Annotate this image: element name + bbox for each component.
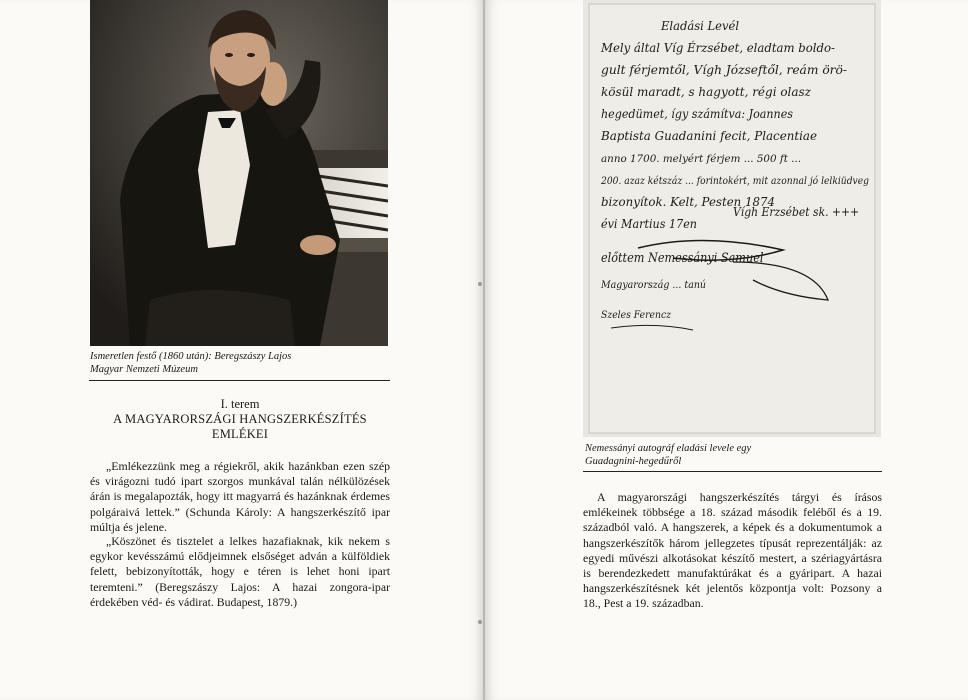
handwriting-line: gult férjemtől, Vígh Józseftől, reám örö-	[601, 63, 847, 77]
handwriting-line: Mely által Víg Érzsébet, eladtam boldo-	[601, 41, 842, 55]
room-heading	[90, 397, 390, 442]
portrait-caption-line2: Magyar Nemzeti Múzeum	[90, 364, 198, 375]
portrait-painting	[90, 0, 388, 346]
room-title-line2: EMLÉKEI	[211, 427, 269, 441]
binding-hole	[478, 620, 482, 624]
handwriting-line: Vígh Erzsébet sk. +++	[733, 205, 859, 219]
quote-schunda: „Emlékezzünk meg a régiekről, akik hazánkban ezen szép és virágozni tudó ipart szorgos munkával talán nélkülözések árán is megalapozták, hogy itt magyarrá és hazánknak érdemes polgáraivá lettek.” (Schunda Károly: A hangszerkészítő ipar múltja és jelene.	[90, 459, 390, 534]
room-title-line1: A MAGYARORSZÁGI HANGSZERKÉSZÍTÉS	[113, 412, 367, 426]
handwriting-line: kösül maradt, s hagyott, régi olasz	[601, 85, 812, 99]
handwriting-line: Baptista Guadanini fecit, Placentiae	[600, 129, 817, 143]
letter-caption	[585, 442, 875, 468]
letter-illustration	[583, 0, 881, 437]
handwriting-line: Eladási Levél	[660, 19, 740, 33]
handwriting-line: hegedümet, így számítva: Joannes	[601, 107, 793, 121]
divider-rule	[583, 471, 882, 472]
letter-caption-line2: Guadagnini-hegedűről	[585, 456, 682, 467]
handwriting-line: Szeles Ferencz	[601, 310, 672, 321]
room-number: I. terem	[220, 397, 260, 411]
handwriting-line: bizonyítok. Kelt, Pesten 1874	[601, 195, 775, 209]
portrait-caption-line1: Ismeretlen festő (1860 után): Beregszászy Lajos	[90, 351, 292, 362]
handwriting-line: Magyarország ... tanú	[600, 280, 706, 291]
quote-beregszaszy: „Köszönet és tisztelet a lelkes hazafiaknak, kik nekem s egykor kevésszámú elődjeimnek elsőséget adván a külföldiek felett, bebizonyították, hogy e téren is lehet honi ipart teremteni.” (Beregszászy Lajos: A hazai zongora-ipar érdekében véd- és vádirat. Budapest, 1879.)	[90, 534, 390, 609]
portrait-caption	[90, 350, 390, 376]
handwriting-line: anno 1700. melyért férjem ... 500 ft ...	[601, 154, 801, 165]
binding-hole	[478, 282, 482, 286]
handwriting-line: évi Martius 17en	[601, 217, 697, 231]
divider-rule	[89, 380, 390, 381]
letter-caption-line1: Nemessányi autográf eladási levele egy	[585, 443, 752, 454]
portrait-illustration	[90, 0, 388, 346]
handwriting-line: előttem Nemessányi Samuel	[601, 251, 764, 266]
intro-paragraph: A magyarországi hangszerkészítés tárgyi és írásos emlékeinek többsége a 18. század második feléből és a 19. századból való. A hangszerek, a képek és a dokumentumok a hangszerkészítők három jellegzetes típusát reprezentálják: az egyedi művészi alkotásokat készítő mestert, a szériagyártásra is berendezkedett manufaktúrákat és a gyáripart. A hazai hangszerkészítésnek két jelentős központja volt: Pozsony a 18., Pest a 19. században.	[583, 490, 882, 611]
handwritten-letter-image	[583, 0, 881, 437]
handwriting-line: 200. azaz kétszáz ... forintokért, mit azonnal jó lelkiüdveg	[600, 176, 869, 187]
